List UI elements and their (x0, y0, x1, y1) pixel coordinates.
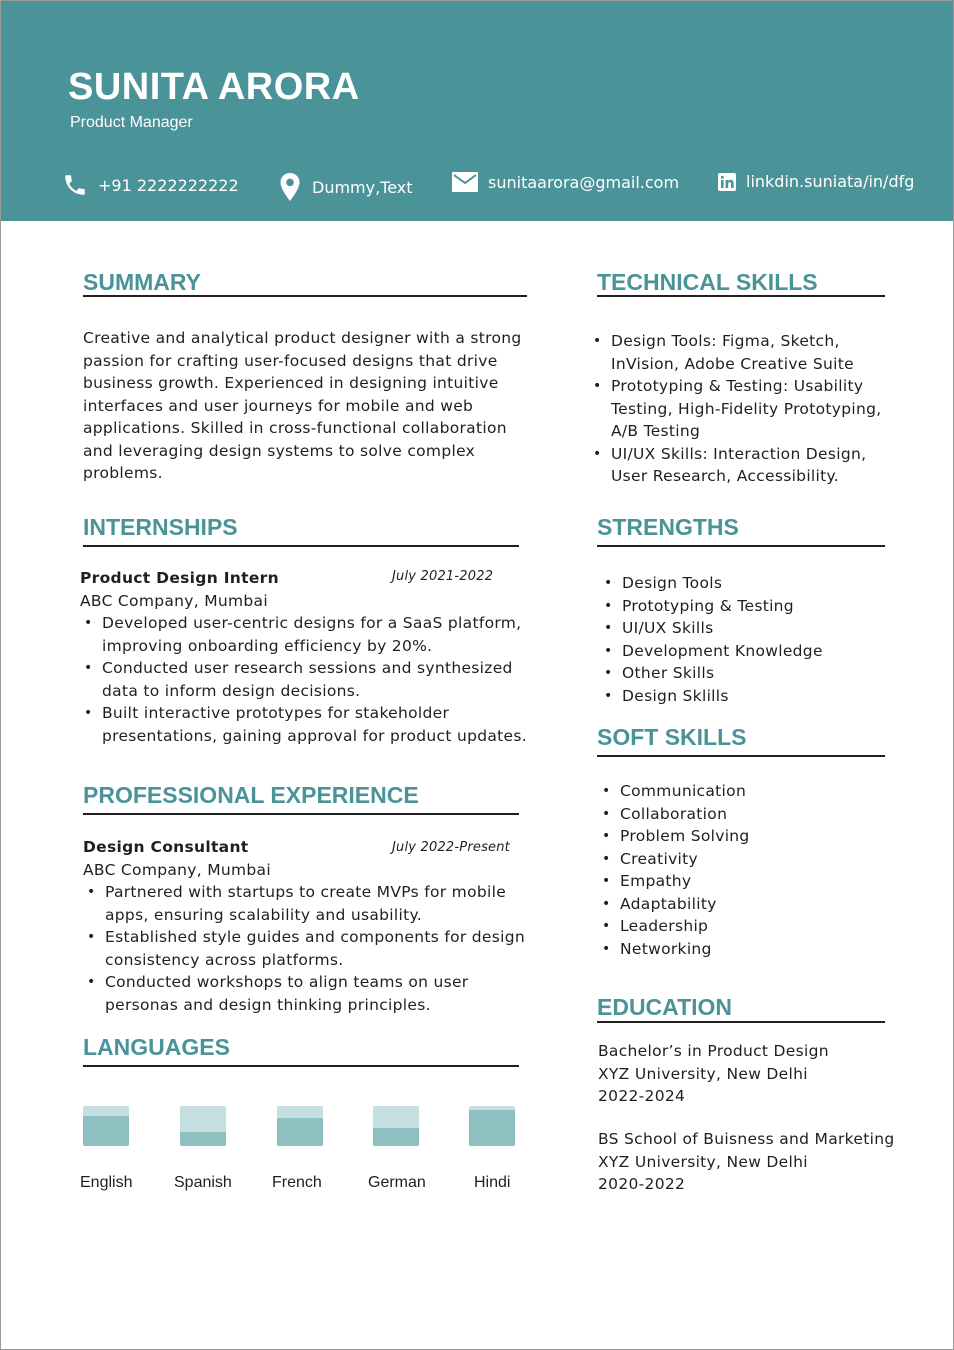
education-school: XYZ University, New Delhi (598, 1064, 808, 1083)
summary-line: interfaces and user journeys for mobile and web (83, 396, 474, 415)
strength-item: • Development Knowledge (600, 640, 900, 663)
summary-line: applications. Skilled in cross-functional collaboration (83, 419, 507, 437)
language-level-fill (277, 1118, 323, 1146)
summary-line: business growth. Experienced in designing intuitive (83, 374, 499, 392)
education-entry (598, 1128, 895, 1196)
summary-text (83, 327, 522, 485)
summary-divider (83, 295, 527, 297)
language-level-spanish (180, 1106, 226, 1146)
contact-linkedin-text[interactable]: linkdin.suniata/in/dfg (746, 172, 915, 191)
internship-title: Product Design Intern (80, 569, 279, 587)
strength-item: • Other Skills (600, 662, 900, 685)
technical-skills-list (589, 330, 929, 488)
experience-heading: PROFESSIONAL EXPERIENCE (83, 782, 419, 808)
contact-location (278, 172, 413, 202)
experience-title: Design Consultant (83, 838, 249, 856)
language-level-fill (373, 1128, 419, 1146)
soft-skill-item: • Adaptability (598, 893, 898, 916)
summary-line: passion for crafting user-focused designs that drive (83, 351, 498, 370)
contact-linkedin (718, 172, 914, 191)
contact-email (452, 172, 679, 192)
technical-skills-divider (597, 295, 885, 297)
languages-divider (83, 1065, 519, 1067)
experience-company: ABC Company, Mumbai (83, 860, 271, 879)
experience-divider (83, 813, 519, 815)
soft-skills-list (598, 780, 898, 960)
language-level-fill (469, 1110, 515, 1146)
language-label-french: French (272, 1174, 322, 1191)
technical-skills-heading: TECHNICAL SKILLS (597, 269, 818, 295)
education-degree: Bachelor’s in Product Design (598, 1042, 829, 1060)
experience-bullet: • Partnered with startups to create MVPs for mobile apps, ensuring scalability and usability. (83, 881, 533, 926)
experience-bullet: • Established style guides and components for design consistency across platforms. (83, 926, 533, 971)
technical-skill-item: • Prototyping & Testing: Usability Testing, High-Fidelity Prototyping, A/B Testing (589, 375, 929, 443)
internship-bullet: • Built interactive prototypes for stakeholder presentations, gaining approval for product updates. (80, 702, 530, 747)
strengths-divider (597, 545, 885, 547)
envelope-icon (452, 172, 478, 192)
linkedin-icon (718, 173, 736, 191)
education-divider (597, 1021, 885, 1023)
summary-heading: SUMMARY (83, 269, 201, 295)
soft-skill-item: • Leadership (598, 915, 898, 938)
contact-location-text: Dummy,Text (312, 177, 413, 197)
experience-date: July 2022-Present (392, 840, 510, 855)
languages-heading: LANGUAGES (83, 1034, 230, 1060)
soft-skill-item: • Collaboration (598, 803, 898, 826)
strength-item: • Design Tools (600, 572, 900, 595)
experience-bullet: • Conducted workshops to align teams on user personas and design thinking principles. (83, 971, 533, 1016)
internships-divider (83, 545, 519, 547)
technical-skill-item: • Design Tools: Figma, Sketch, InVision, Adobe Creative Suite (589, 330, 929, 375)
internships-heading: INTERNSHIPS (83, 514, 238, 540)
contact-email-text[interactable]: sunitaarora@gmail.com (488, 172, 680, 192)
education-heading: EDUCATION (597, 994, 733, 1020)
soft-skill-item: • Creativity (598, 848, 898, 871)
summary-line: problems. (83, 464, 163, 482)
education-years: 2022-2024 (598, 1087, 686, 1105)
internship-company: ABC Company, Mumbai (80, 591, 268, 610)
language-label-hindi: Hindi (474, 1174, 511, 1191)
soft-skill-item: • Problem Solving (598, 825, 898, 848)
language-level-german (373, 1106, 419, 1146)
contact-phone (62, 172, 239, 198)
soft-skills-heading: SOFT SKILLS (597, 724, 747, 750)
education-degree: BS School of Buisness and Marketing (598, 1130, 895, 1148)
experience-entry (83, 836, 533, 1016)
strength-item: • UI/UX Skills (600, 617, 900, 640)
phone-icon (62, 172, 88, 198)
contact-phone-text: +91 2222222222 (98, 175, 239, 195)
language-label-english: English (80, 1174, 133, 1191)
summary-line: and leveraging design systems to solve complex (83, 441, 476, 460)
candidate-name: SUNITA ARORA (68, 66, 360, 108)
soft-skill-item: • Communication (598, 780, 898, 803)
soft-skills-divider (597, 755, 885, 757)
language-label-german: German (368, 1174, 426, 1191)
summary-line: Creative and analytical product designer with a strong (83, 329, 522, 347)
strength-item: • Design Sklills (600, 685, 900, 708)
internship-bullet: • Conducted user research sessions and synthesized data to inform design decisions. (80, 657, 530, 702)
language-level-hindi (469, 1106, 515, 1146)
strength-item: • Prototyping & Testing (600, 595, 900, 618)
candidate-role: Product Manager (70, 114, 193, 131)
language-level-fill (83, 1116, 129, 1146)
internship-bullet: • Developed user-centric designs for a SaaS platform, improving onboarding efficiency by 20%. (80, 612, 530, 657)
strengths-heading: STRENGTHS (597, 514, 739, 540)
education-years: 2020-2022 (598, 1175, 686, 1193)
language-label-spanish: Spanish (174, 1174, 232, 1191)
education-school: XYZ University, New Delhi (598, 1152, 808, 1171)
technical-skill-item: • UI/UX Skills: Interaction Design, User Research, Accessibility. (589, 443, 929, 488)
soft-skill-item: • Networking (598, 938, 898, 961)
soft-skill-item: • Empathy (598, 870, 898, 893)
strengths-list (600, 572, 900, 707)
language-level-fill (180, 1132, 226, 1146)
education-entry (598, 1040, 829, 1108)
internship-date: July 2021-2022 (392, 569, 494, 584)
location-pin-icon (278, 172, 302, 202)
language-level-french (277, 1106, 323, 1146)
language-level-english (83, 1106, 129, 1146)
internship-entry (80, 567, 530, 747)
